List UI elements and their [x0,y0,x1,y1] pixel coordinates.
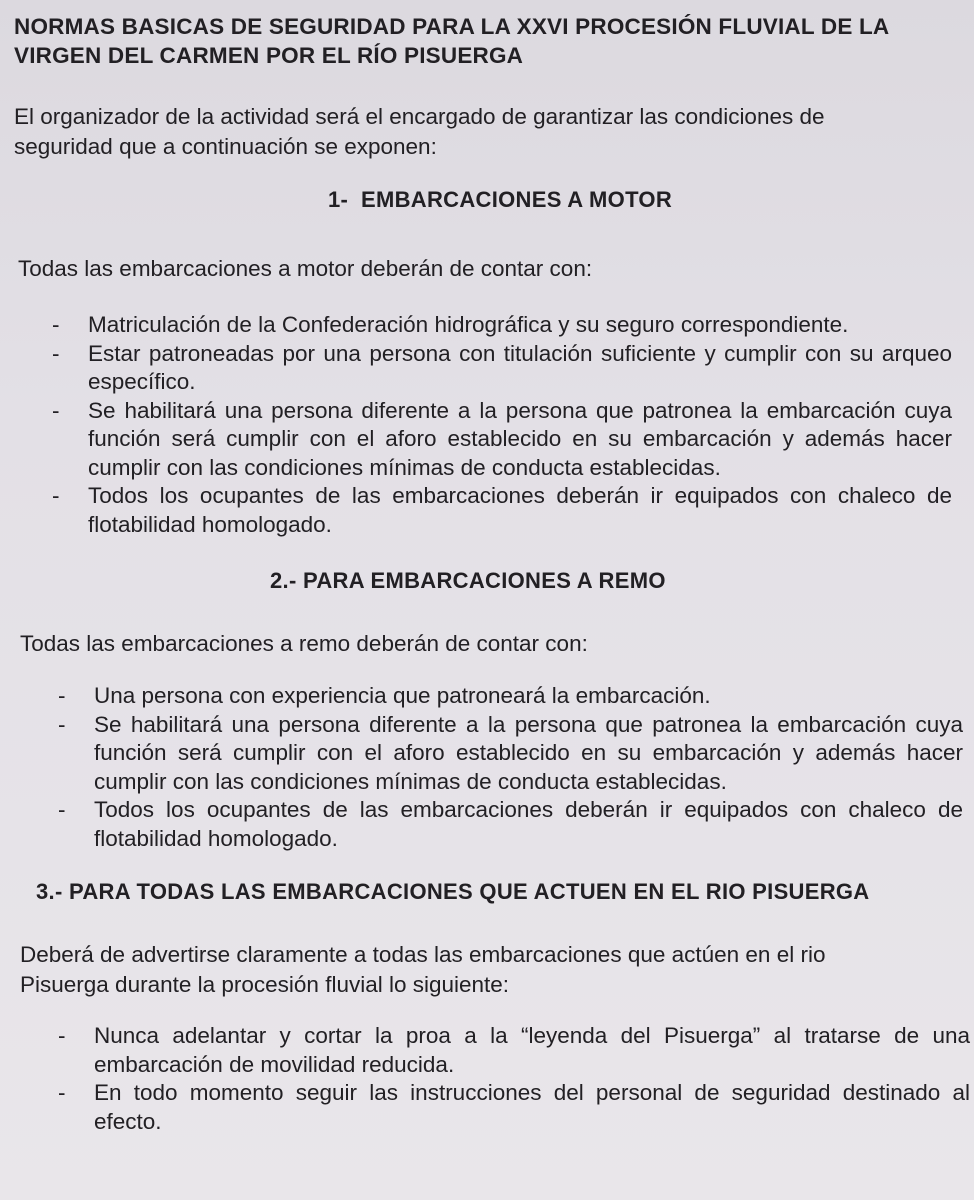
list-item [58,1079,970,1136]
list-item [58,711,963,797]
list-item [52,340,952,397]
list-item [58,1022,970,1079]
section-2-lead: Todas las embarcaciones a remo deberán de contar con: [20,631,588,656]
section-3-lead: Deberá de advertirse claramente a todas las embarcaciones que actúen en el rio Pisuerga durante la procesión fluvial lo siguiente: [20,942,826,997]
list-item-text: Todos los ocupantes de las embarcaciones deberán ir equipados con chaleco de flotabilidad homologado. [94,797,963,851]
list-item [52,397,952,483]
list-item-text: Nunca adelantar y cortar la proa a la “leyenda del Pisuerga” al tratarse de una embarcación de movilidad reducida. [94,1023,970,1077]
section-2-heading: 2.- PARA EMBARCACIONES A REMO [270,568,666,593]
bullet-dash: - [52,340,60,366]
list-item-text: Se habilitará una persona diferente a la persona que patronea la embarcación cuya función será cumplir con el aforo establecido en su embarcación y además hacer cumplir con las condiciones mínimas de conducta establecidas. [88,397,952,480]
list-item-text: En todo momento seguir las instrucciones del personal de seguridad destinado al efecto. [94,1080,970,1134]
bullet-dash: - [58,711,66,737]
bullet-dash: - [58,1023,66,1048]
bullet-dash: - [58,683,66,708]
section-3-heading: 3.- PARA TODAS LAS EMBARCACIONES QUE ACTUEN EN EL RIO PISUERGA [36,879,870,904]
section-2-list [58,682,963,853]
list-item-text: Una persona con experiencia que patroneará la embarcación. [94,683,711,708]
section-1-list [52,311,952,539]
bullet-dash: - [58,1080,66,1105]
list-item-text: Estar patroneadas por una persona con titulación suficiente y cumplir con su arqueo específico. [88,340,952,394]
bullet-dash: - [52,312,60,337]
list-item [52,482,952,539]
section-3-list [58,1022,970,1136]
list-item-text: Se habilitará una persona diferente a la persona que patronea la embarcación cuya función será cumplir con el aforo establecido en su embarcación y además hacer cumplir con las condiciones mínimas de conducta establecidas. [94,711,963,794]
section-1-heading: 1- EMBARCACIONES A MOTOR [328,187,673,212]
list-item [52,311,952,340]
list-item [58,796,963,853]
document-title: NORMAS BASICAS DE SEGURIDAD PARA LA XXVI PROCESIÓN FLUVIAL DE LA VIRGEN DEL CARMEN POR EL RÍO PISUERGA [14,14,889,68]
list-item [58,682,963,711]
list-item-text: Matriculación de la Confederación hidrográfica y su seguro correspondiente. [88,312,849,337]
bullet-dash: - [58,797,66,822]
intro-paragraph: El organizador de la actividad será el encargado de garantizar las condiciones de seguridad que a continuación se exponen: [14,104,825,159]
bullet-dash: - [52,397,60,423]
list-item-text: Todos los ocupantes de las embarcaciones deberán ir equipados con chaleco de flotabilidad homologado. [88,483,952,537]
bullet-dash: - [52,483,60,508]
section-1-lead: Todas las embarcaciones a motor deberán de contar con: [18,256,593,281]
